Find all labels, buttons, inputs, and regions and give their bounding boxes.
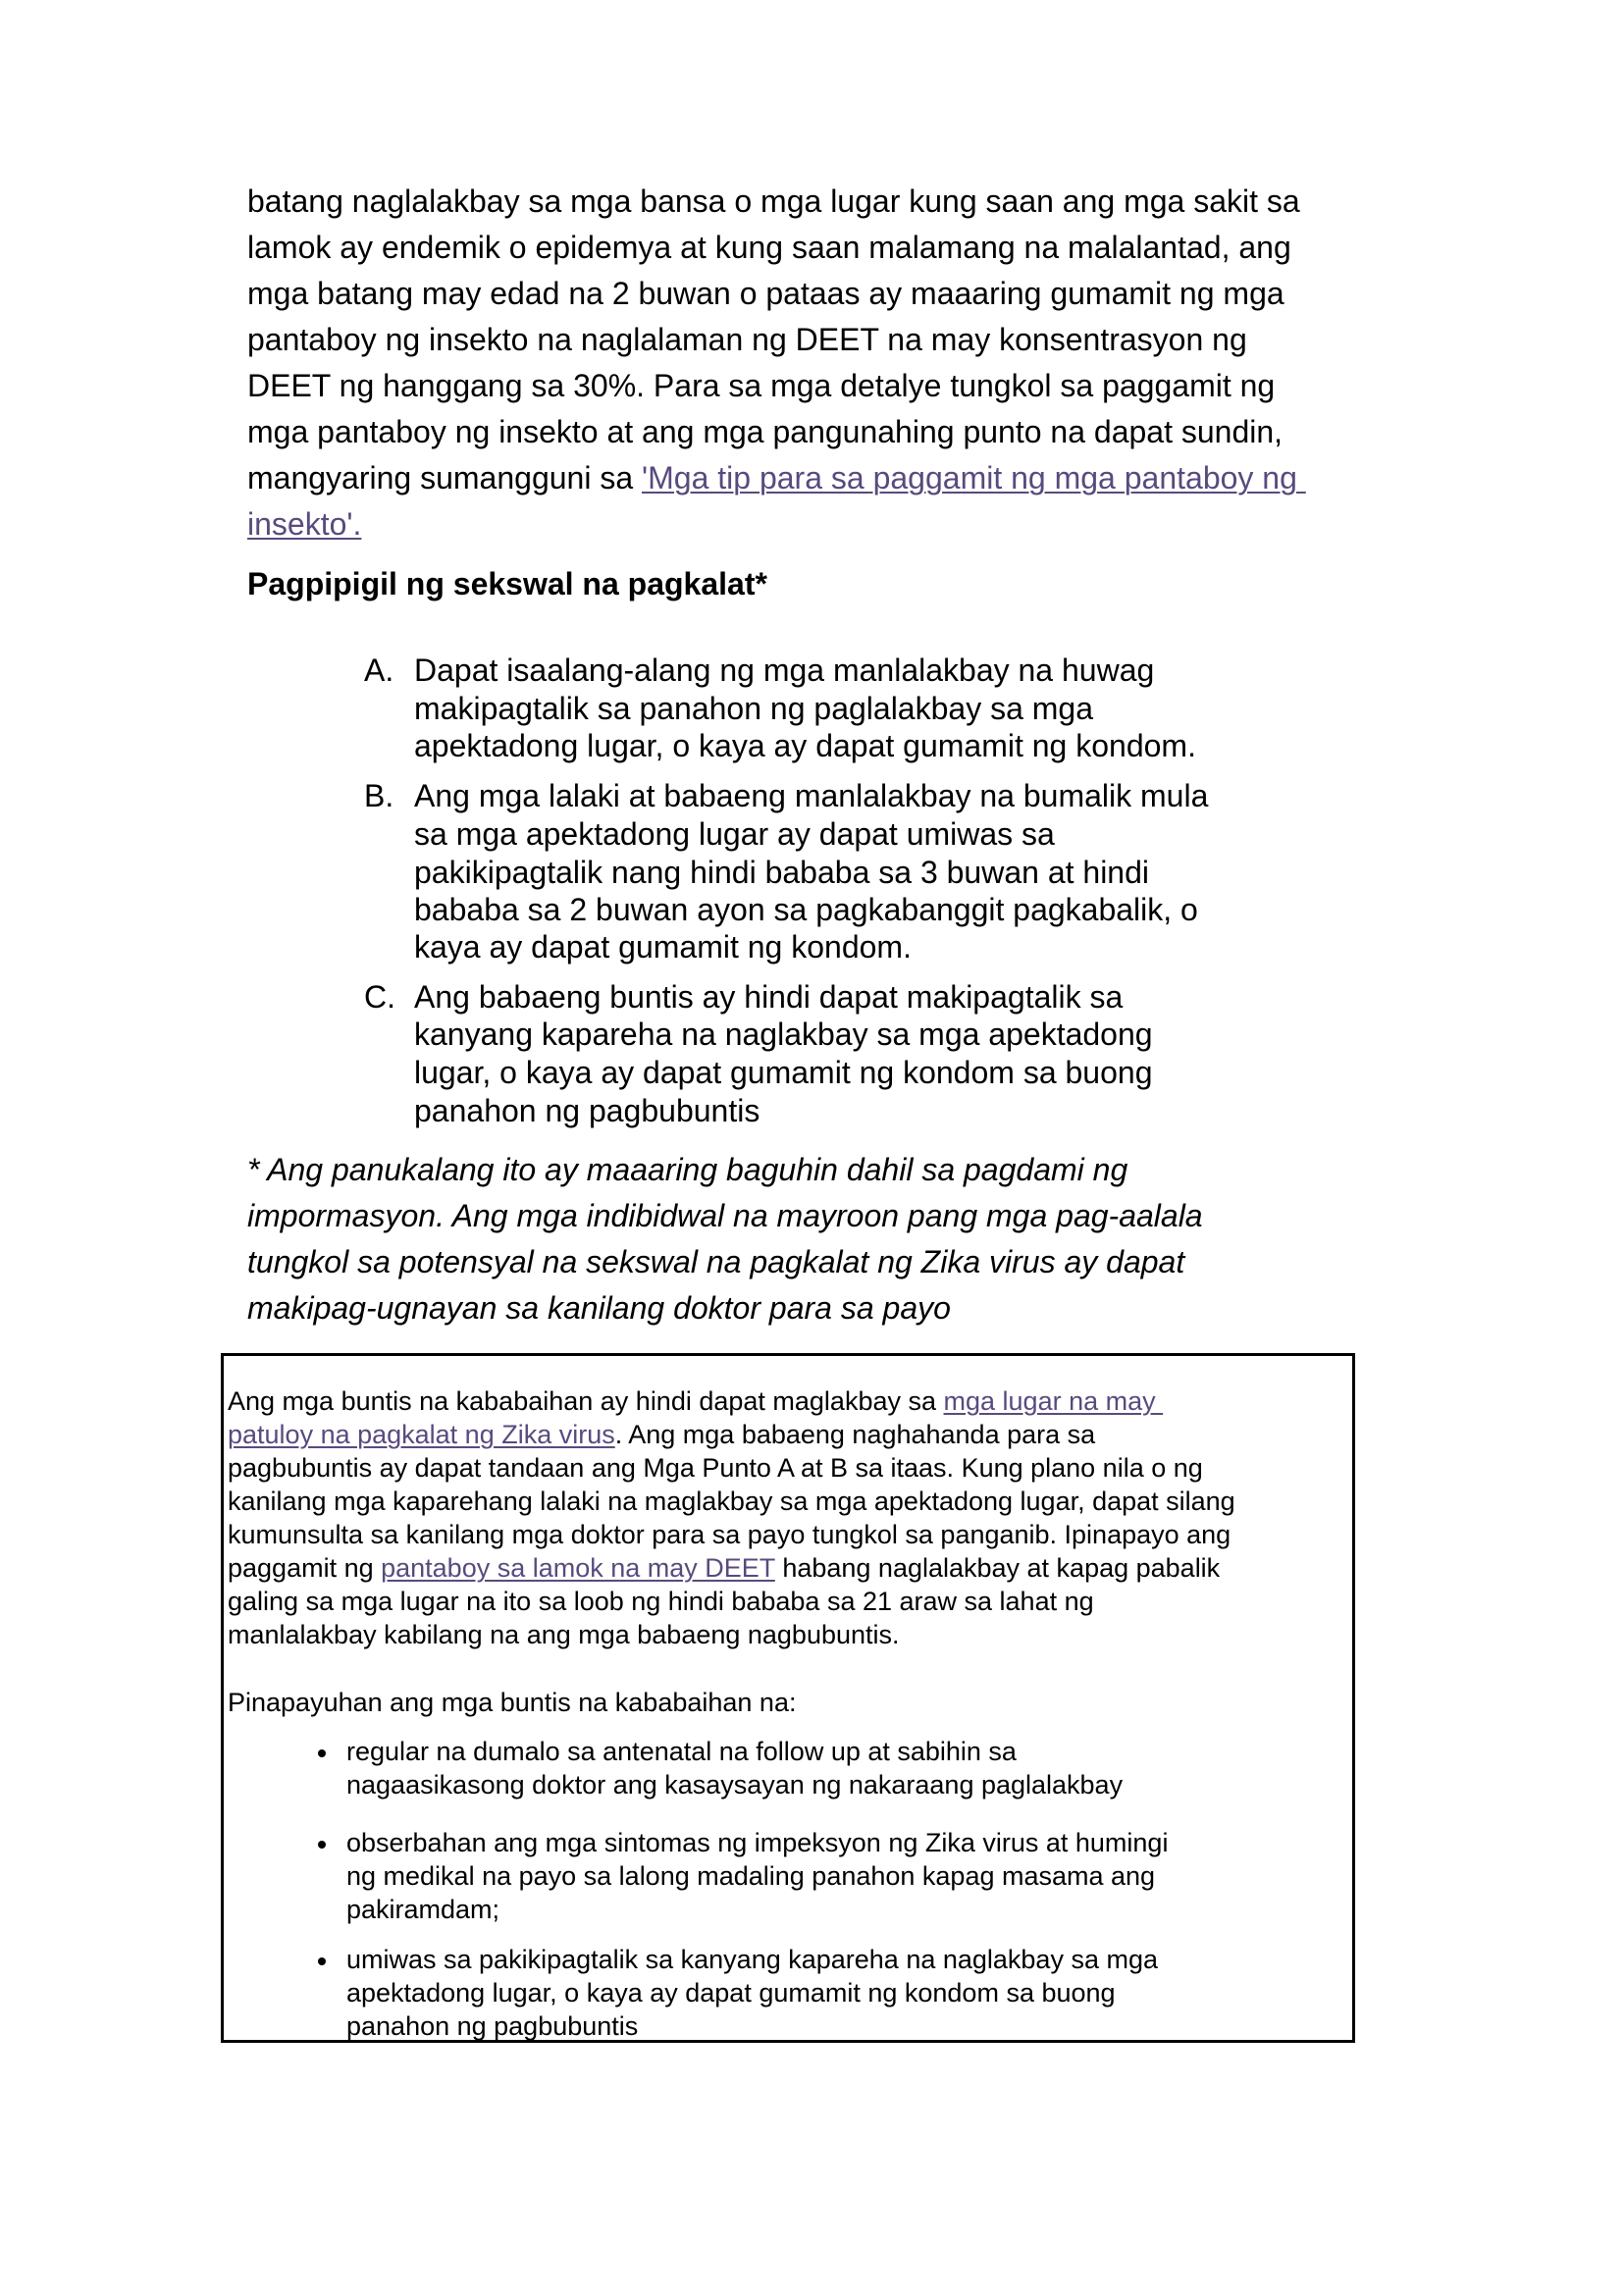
text-segment: mangyaring sumangguni sa: [247, 460, 643, 496]
bullet-line: nagaasikasong doktor ang kasaysayan ng nakaraang paglalakbay: [346, 1770, 1124, 1799]
text-segment: . Ang mga babaeng naghahanda para sa: [614, 1420, 1096, 1449]
bullet-line: panahon ng pagbubuntis: [346, 2011, 639, 2041]
zika-areas-link[interactable]: mga lugar na may: [943, 1386, 1164, 1416]
notice-line: kumunsulta sa kanilang mga doktor para sa payo tungkol sa panganib. Ipinapayo ang: [228, 1520, 1231, 1549]
text-line: lamok ay endemik o epidemya at kung saan malamang na malalantad, ang: [247, 230, 1291, 265]
bullet-icon: [318, 1749, 326, 1757]
list-item-line: sa mga apektadong lugar ay dapat umiwas sa: [414, 816, 1055, 852]
text-segment: habang naglalakbay at kapag pabalik: [774, 1553, 1221, 1583]
text-line: batang naglalakbay sa mga bansa o mga lugar kung saan ang mga sakit sa: [247, 183, 1300, 219]
list-item-line: bababa sa 2 buwan ayon sa pagkabanggit pagkabalik, o: [414, 892, 1198, 927]
text-line: [247, 508, 361, 540]
footnote-line: makipag-ugnayan sa kanilang doktor para sa payo: [247, 1290, 951, 1326]
footnote-line: * Ang panukalang ito ay maaaring baguhin dahil sa pagdami ng: [247, 1152, 1128, 1187]
list-item-line: kaya ay dapat gumamit ng kondom.: [414, 929, 912, 965]
bullet-icon: [318, 1841, 326, 1849]
bullet-icon: [318, 1957, 326, 1965]
notice-line: [228, 1555, 1220, 1582]
bullet-line: obserbahan ang mga sintomas ng impeksyon ng Zika virus at humingi: [346, 1828, 1169, 1857]
list-item-line: makipagtalik sa panahon ng paglalakbay sa mga: [414, 691, 1094, 726]
list-item-line: pakikipagtalik nang hindi bababa sa 3 buwan at hindi: [414, 855, 1149, 890]
text-segment: Ang mga buntis na kababaihan ay hindi dapat maglakbay sa: [228, 1386, 944, 1416]
list-item-line: Dapat isaalang-alang ng mga manlalakbay na huwag: [414, 652, 1155, 688]
advice-intro: Pinapayuhan ang mga buntis na kababaihan na:: [228, 1688, 797, 1717]
list-item-line: kanyang kapareha na naglakbay sa mga apektadong: [414, 1017, 1153, 1052]
text-line: [247, 462, 1306, 494]
section-heading: Pagpipigil ng sekswal na pagkalat*: [247, 566, 767, 601]
text-line: mga pantaboy ng insekto at ang mga pangunahing punto na dapat sundin,: [247, 414, 1283, 449]
bullet-line: umiwas sa pakikipagtalik sa kanyang kapareha na naglakbay sa mga: [346, 1945, 1158, 1974]
deet-repellent-link[interactable]: pantaboy sa lamok na may DEET: [381, 1553, 775, 1583]
text-line: DEET ng hanggang sa 30%. Para sa mga detalye tungkol sa paggamit ng: [247, 368, 1276, 403]
notice-line: kanilang mga kaparehang lalaki na maglakbay sa mga apektadong lugar, dapat silang: [228, 1487, 1235, 1516]
bullet-line: apektadong lugar, o kaya ay dapat gumamit ng kondom sa buong: [346, 1978, 1116, 2008]
text-segment: paggamit ng: [228, 1553, 382, 1583]
list-marker: A.: [364, 652, 394, 688]
notice-line: galing sa mga lugar na ito sa loob ng hindi bababa sa 21 araw sa lahat ng: [228, 1587, 1094, 1616]
list-item-line: panahon ng pagbubuntis: [414, 1093, 760, 1128]
notice-line: manlalakbay kabilang na ang mga babaeng nagbubuntis.: [228, 1620, 900, 1649]
insect-repellent-tips-link[interactable]: 'Mga tip para sa paggamit ng mga pantaboy ng: [642, 460, 1306, 496]
zika-areas-link-cont[interactable]: patuloy na pagkalat ng Zika virus: [228, 1420, 615, 1449]
list-marker: C.: [364, 979, 395, 1015]
list-item-line: Ang babaeng buntis ay hindi dapat makipagtalik sa: [414, 979, 1124, 1015]
notice-line: [228, 1422, 1095, 1448]
text-line: pantaboy ng insekto na naglalaman ng DEET na may konsentrasyon ng: [247, 322, 1247, 357]
list-item-line: lugar, o kaya ay dapat gumamit ng kondom sa buong: [414, 1055, 1153, 1090]
footnote-line: impormasyon. Ang mga indibidwal na mayroon pang mga pag-aalala: [247, 1198, 1203, 1233]
list-marker: B.: [364, 778, 394, 813]
notice-line: [228, 1388, 1163, 1415]
insect-repellent-tips-link-cont[interactable]: insekto'.: [247, 506, 362, 542]
list-item-line: Ang mga lalaki at babaeng manlalakbay na bumalik mula: [414, 778, 1209, 813]
bullet-line: pakiramdam;: [346, 1895, 500, 1924]
bullet-line: regular na dumalo sa antenatal na follow up at sabihin sa: [346, 1737, 1017, 1766]
bullet-line: ng medikal na payo sa lalong madaling panahon kapag masama ang: [346, 1861, 1156, 1891]
notice-line: pagbubuntis ay dapat tandaan ang Mga Punto A at B sa itaas. Kung plano nila o ng: [228, 1453, 1203, 1483]
footnote-line: tungkol sa potensyal na sekswal na pagkalat ng Zika virus ay dapat: [247, 1244, 1185, 1279]
list-item-line: apektadong lugar, o kaya ay dapat gumamit ng kondom.: [414, 728, 1196, 763]
text-line: mga batang may edad na 2 buwan o pataas ay maaaring gumamit ng mga: [247, 276, 1284, 311]
